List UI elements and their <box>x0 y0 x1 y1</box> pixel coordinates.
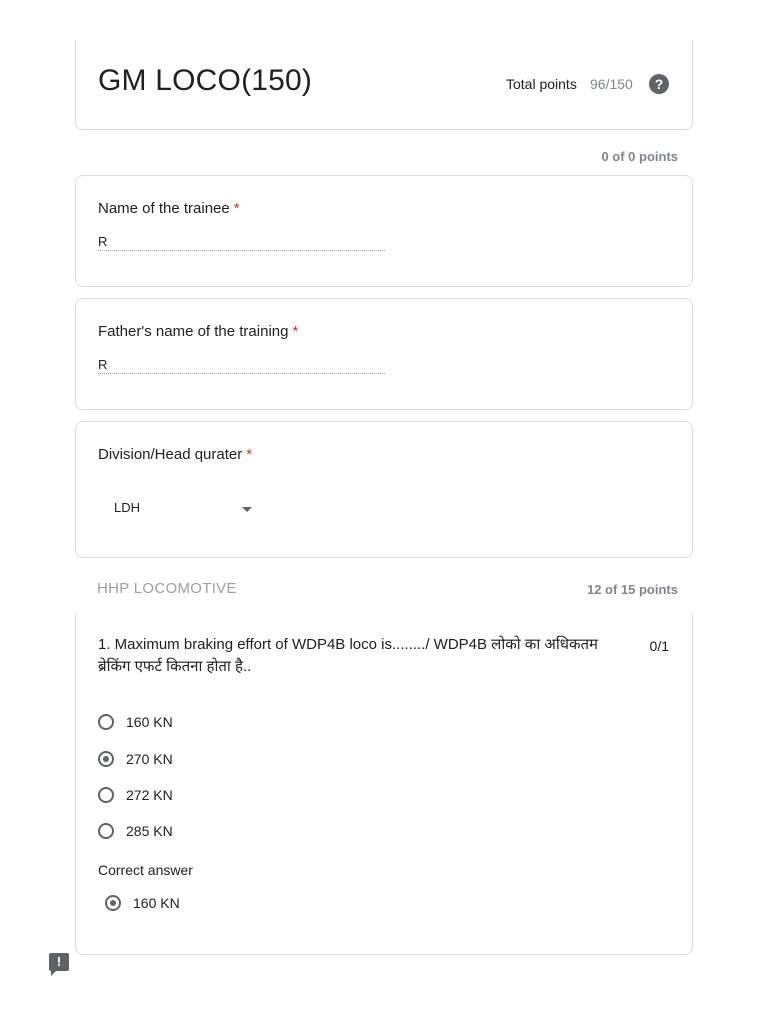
option-label: 160 KN <box>126 714 173 730</box>
required-mark: * <box>246 446 253 463</box>
question-text: 1. Maximum braking effort of WDP4B loco is......../ WDP4B लोको का अधिकतम ब्रेकिंग एफर्ट कितना होता है.. <box>98 636 598 675</box>
option-272kn[interactable] <box>98 784 173 806</box>
radio-selected-icon <box>105 895 121 911</box>
correct-answer-label: Correct answer <box>98 862 193 878</box>
question-label-text: Father's name of the training <box>98 323 289 340</box>
form-title: GM LOCO(150) <box>98 64 313 97</box>
caret-down-icon[interactable] <box>242 507 252 512</box>
option-label: 272 KN <box>126 787 173 803</box>
question-label <box>98 200 240 217</box>
question-card-division <box>75 421 693 558</box>
radio-icon[interactable] <box>98 823 114 839</box>
radio-selected-icon[interactable] <box>98 751 114 767</box>
correct-answer-option <box>105 892 180 914</box>
answer-field-father[interactable]: R <box>98 357 385 374</box>
section-title: HHP LOCOMOTIVE <box>97 580 237 597</box>
option-label: 285 KN <box>126 823 173 839</box>
section-points: 12 of 15 points <box>586 582 678 597</box>
form-header-card <box>75 40 693 130</box>
question-label-text: Division/Head qurater <box>98 446 243 463</box>
question-label <box>98 446 252 463</box>
required-mark: * <box>292 323 299 340</box>
question-label <box>98 323 298 340</box>
question-card-father <box>75 298 693 410</box>
question-card-q1 <box>75 612 693 955</box>
option-285kn[interactable] <box>98 820 173 842</box>
help-icon[interactable]: ? <box>649 74 669 94</box>
radio-icon[interactable] <box>98 787 114 803</box>
answer-field-name[interactable]: R <box>98 234 385 251</box>
option-label: 270 KN <box>126 751 173 767</box>
correct-answer-text: 160 KN <box>133 895 180 911</box>
radio-icon[interactable] <box>98 714 114 730</box>
question-score: 0/1 <box>649 638 669 654</box>
question-label-text: Name of the trainee <box>98 200 230 217</box>
required-mark: * <box>233 200 240 217</box>
total-points-label: Total points <box>506 76 577 92</box>
division-dropdown[interactable]: LDH <box>114 500 141 515</box>
option-270kn[interactable] <box>98 748 173 770</box>
total-points-value: 96/150 <box>590 76 633 92</box>
question-card-name <box>75 175 693 287</box>
section-points: 0 of 0 points <box>601 149 678 164</box>
feedback-icon[interactable]: ! <box>49 953 69 971</box>
option-160kn[interactable] <box>98 711 173 733</box>
